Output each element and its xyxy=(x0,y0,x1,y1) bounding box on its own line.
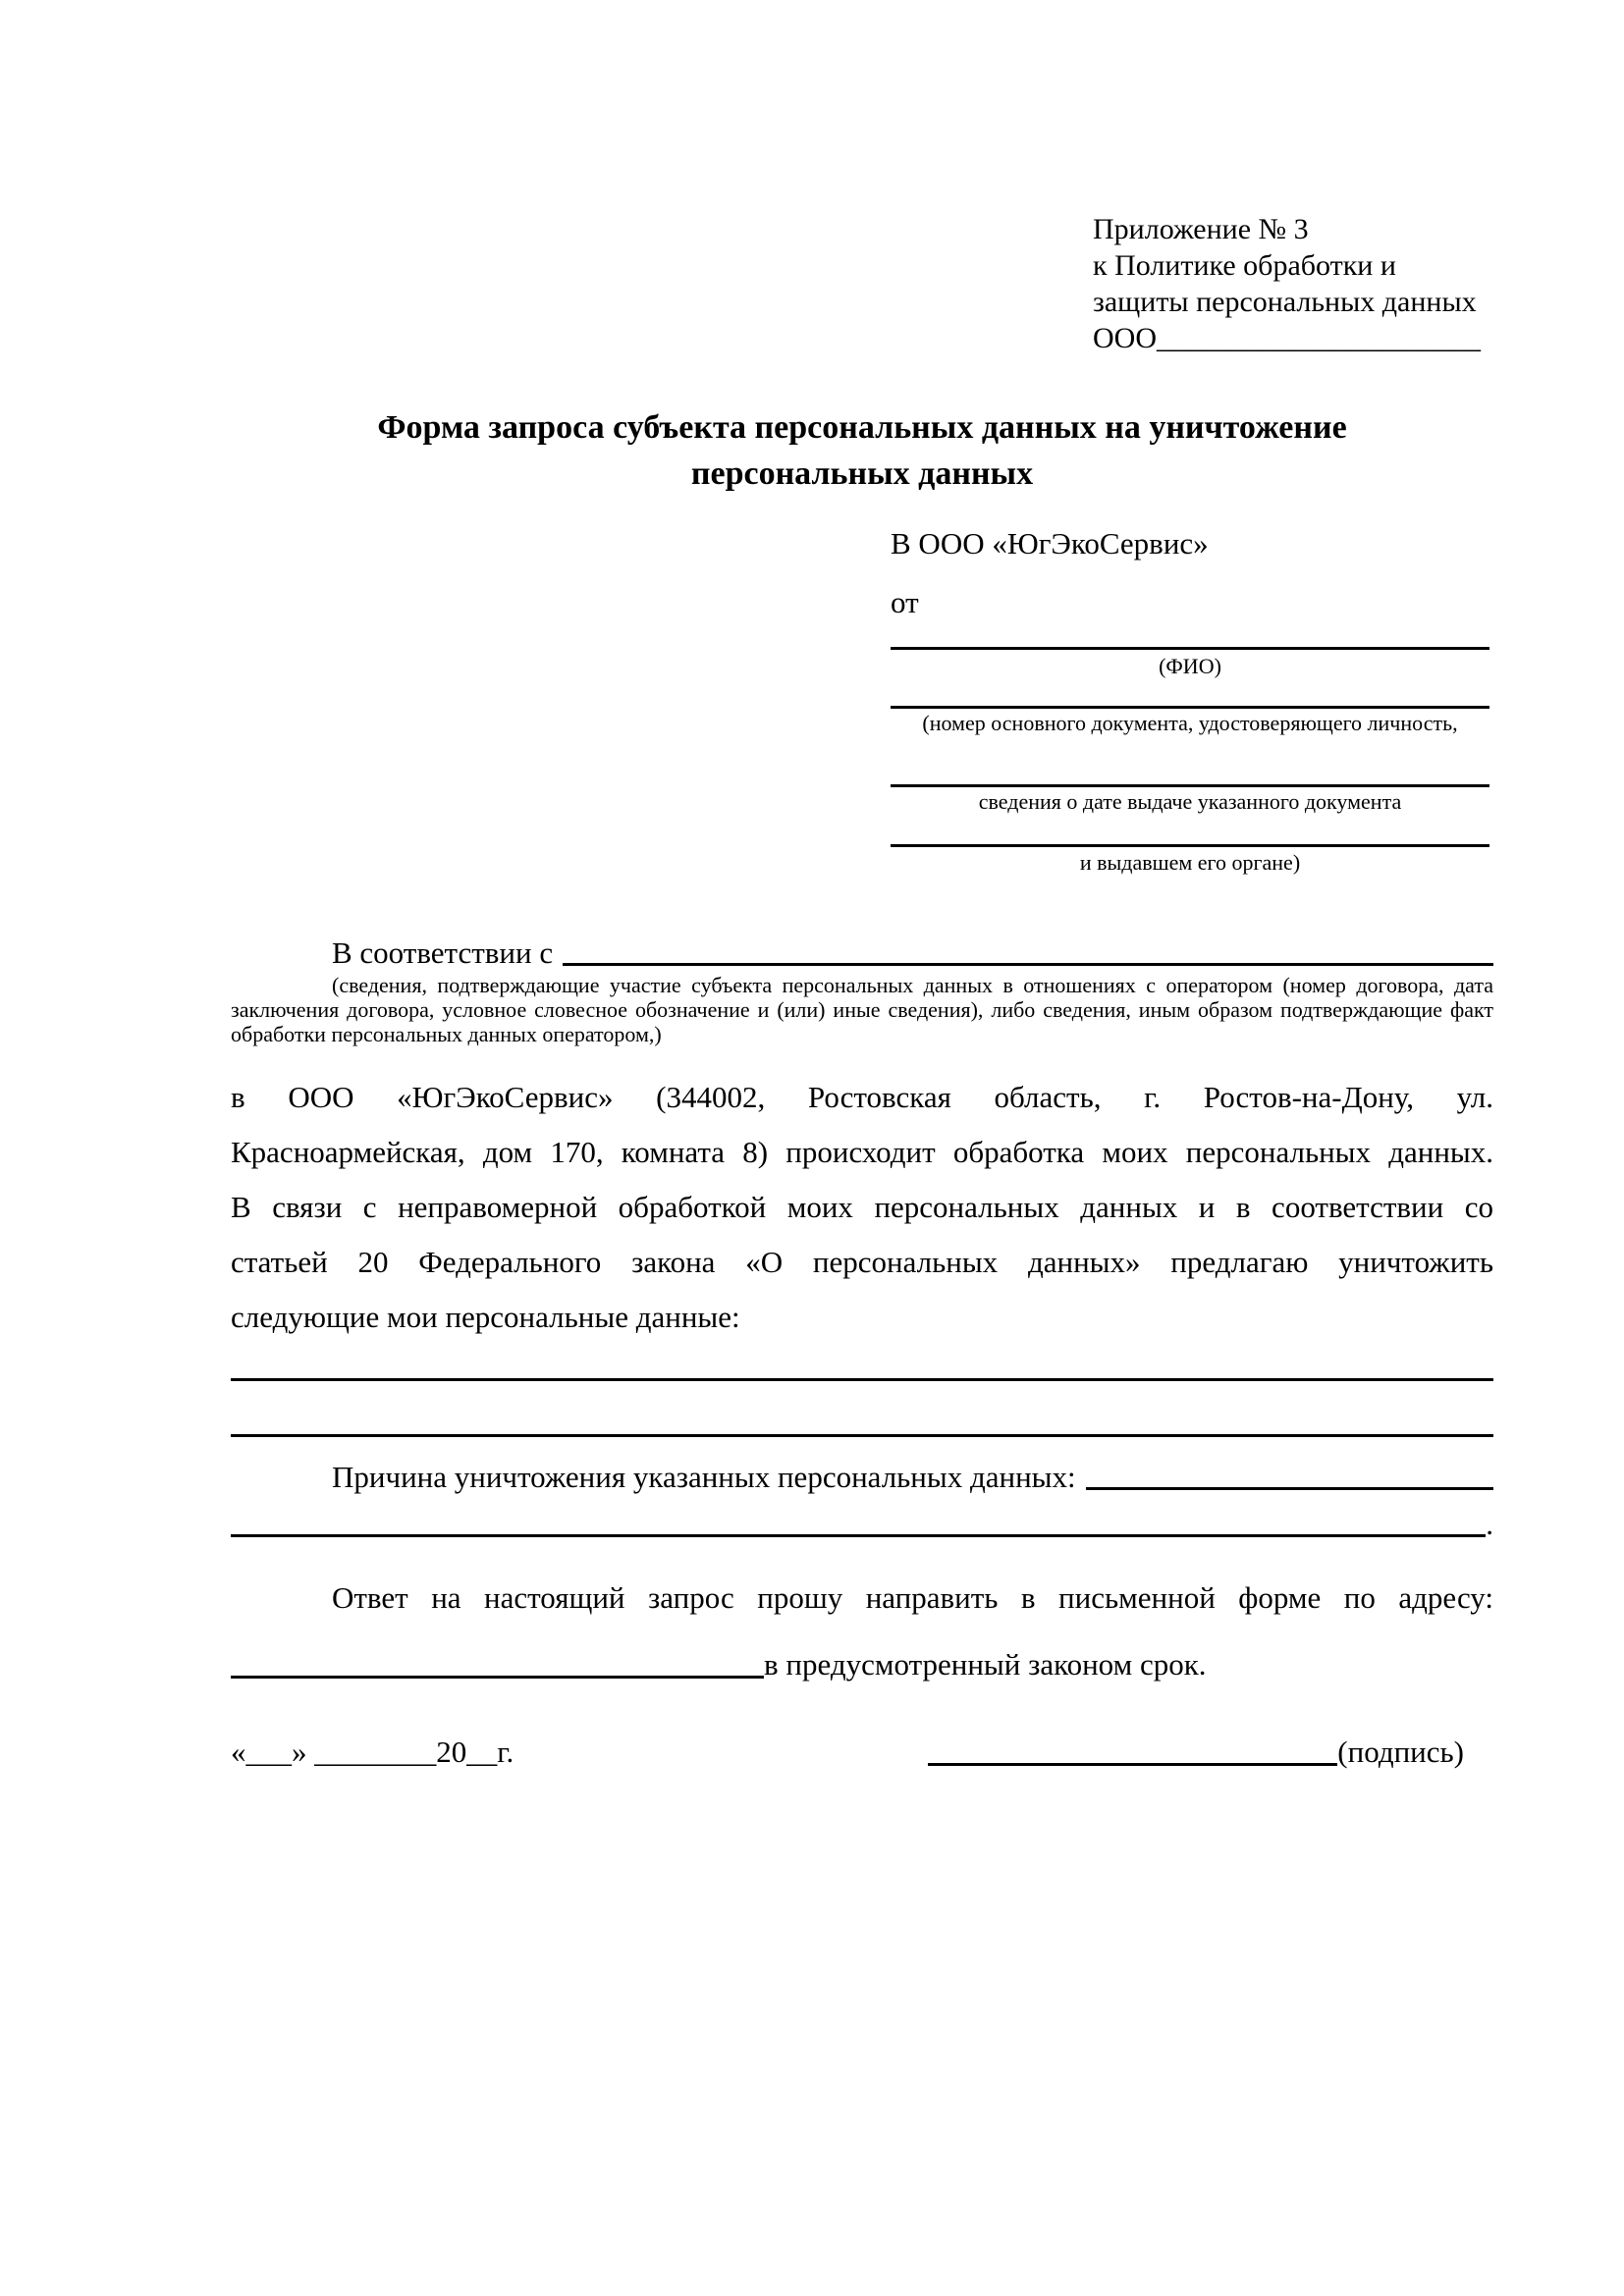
reason-line xyxy=(231,1461,1493,1494)
fine-print-line-1: (сведения, подтверждающие участие субъекта персональных данных в отношениях с оператором (номер договора, дата xyxy=(332,973,1493,997)
fio-caption: (ФИО) xyxy=(1159,654,1221,678)
answer-paragraph xyxy=(231,1565,1493,1698)
accordance-line xyxy=(231,936,1493,970)
signature-caption: (подпись) xyxy=(1337,1735,1464,1769)
signature-blank-line xyxy=(928,1763,1337,1766)
personal-data-blank-line-2 xyxy=(231,1434,1493,1437)
document-title-line-1: Форма запроса субъекта персональных данных на уничтожение xyxy=(377,409,1347,446)
appendix-number: Приложение № 3 xyxy=(1093,213,1309,245)
main-paragraph-line-4: статьей 20 Федерального закона «О персональных данных» предлагаю уничтожить xyxy=(231,1245,1493,1279)
appendix-header xyxy=(1093,211,1493,356)
reason-blank-line xyxy=(1086,1487,1493,1490)
reason-period: . xyxy=(1486,1507,1493,1541)
main-paragraph-line-3: В связи с неправомерной обработкой моих персональных данных и в соответствии со xyxy=(231,1190,1493,1224)
issuing-authority-caption: и выдавшем его органе) xyxy=(1079,850,1301,875)
main-paragraph-line-2: Красноармейская, дом 170, комната 8) происходит обработка моих персональных данных. xyxy=(231,1135,1493,1169)
addressee-company: В ООО «ЮгЭкоСервис» xyxy=(891,526,1209,561)
addressee-from-label: от xyxy=(891,585,919,619)
policy-reference-line-1: к Политике обработки и xyxy=(1093,249,1396,282)
reason-continuation-line xyxy=(231,1508,1493,1541)
main-paragraph-line-1: в ООО «ЮгЭкоСервис» (344002, Ростовская область, г. Ростов-на-Дону, ул. xyxy=(231,1080,1493,1114)
signature-group xyxy=(928,1735,1464,1769)
document-number-blank-line xyxy=(891,706,1489,709)
issue-date-caption: сведения о дате выдаче указанного документа xyxy=(978,789,1402,814)
document-title xyxy=(231,404,1493,497)
issue-date-blank-line xyxy=(891,784,1489,787)
document-number-caption: (номер основного документа, удостоверяющего личность, xyxy=(922,711,1458,735)
addressee-block xyxy=(891,525,1489,875)
main-paragraph xyxy=(231,1070,1493,1345)
accordance-blank-line xyxy=(563,963,1493,966)
company-blank-line: ООО______________________ xyxy=(1093,322,1481,354)
fio-blank-line xyxy=(891,647,1489,650)
date-blank-line: «___» ________20__г. xyxy=(231,1735,514,1769)
policy-reference-line-2: защиты персональных данных xyxy=(1093,286,1477,318)
document-content xyxy=(0,211,1624,1769)
answer-line-2 xyxy=(231,1631,1493,1698)
date-signature-row xyxy=(231,1735,1493,1769)
personal-data-blank-line-1 xyxy=(231,1378,1493,1381)
reason-label: Причина уничтожения указанных персональных данных: xyxy=(332,1460,1076,1494)
accordance-label: В соответствии с xyxy=(332,935,554,970)
fine-print-line-2: заключения договора, условное словесное обозначение и (или) иные сведения), либо сведения, иным образом подтверждающие факт xyxy=(231,997,1493,1022)
answer-line-1: Ответ на настоящий запрос прошу направить в письменной форме по адресу: xyxy=(332,1580,1493,1615)
issuing-authority-blank-line xyxy=(891,844,1489,847)
reason-continuation-blank-line xyxy=(231,1534,1486,1537)
answer-tail: в предусмотренный законом срок. xyxy=(764,1647,1207,1682)
document-title-line-2: персональных данных xyxy=(690,455,1034,492)
address-blank-line xyxy=(231,1676,764,1679)
main-paragraph-line-5: следующие мои персональные данные: xyxy=(231,1300,740,1334)
fine-print-line-3: обработки персональных данных оператором,) xyxy=(231,1022,662,1046)
fine-print-note xyxy=(231,973,1493,1046)
